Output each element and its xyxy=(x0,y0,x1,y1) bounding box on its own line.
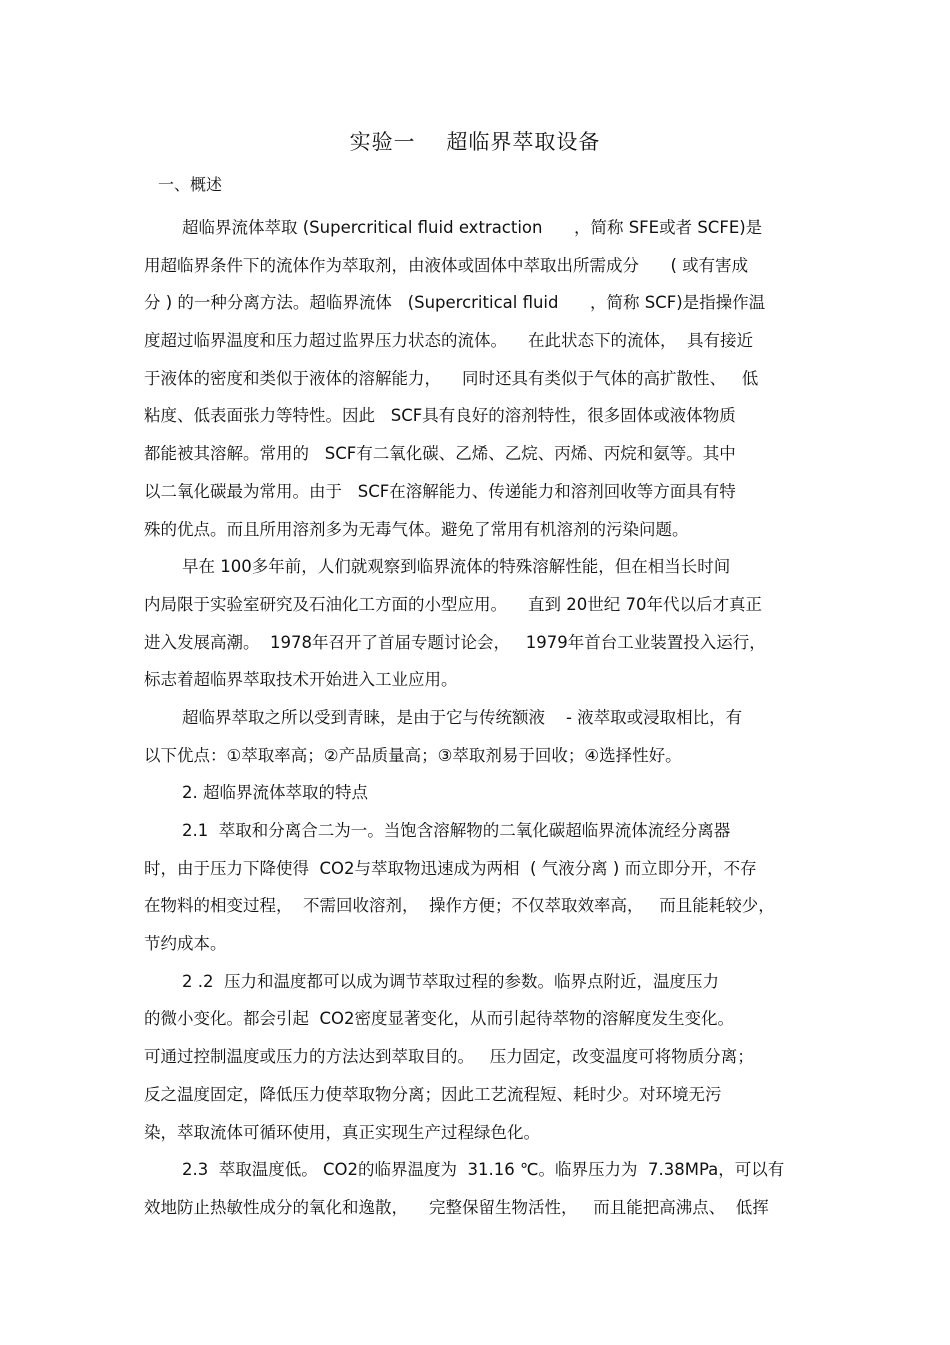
text-line: 的微小变化。都会引起 CO2密度显著变化，从而引起待萃物的溶解度发生变化。 xyxy=(144,1009,734,1029)
text-line: 用超临界条件下的流体作为萃取剂，由液体或固体中萃取出所需成分 ( 或有害成 xyxy=(144,255,749,275)
text-line: 2.1 萃取和分离合二为一。当饱含溶解物的二氧化碳超临界流体流经分离器 xyxy=(182,821,731,840)
text-line: 粘度、低表面张力等特性。因此 SCF具有良好的溶剂特性，很多固体或液体物质 xyxy=(144,406,736,426)
text-line: 进入发展高潮。 1978年召开了首届专题讨论会， 1979年首台工业装置投入运行， xyxy=(144,632,766,652)
text-line: 超临界萃取之所以受到青睐，是由于它与传统额液 - 液萃取或浸取相比，有 xyxy=(182,707,743,727)
text-line: 于液体的密度和类似于液体的溶解能力， 同时还具有类似于气体的高扩散性、 低 xyxy=(144,368,759,388)
text-line: 节约成本。 xyxy=(144,934,227,954)
body-text xyxy=(144,209,808,1227)
text-line: 2 .2 压力和温度都可以成为调节萃取过程的参数。临界点附近，温度压力 xyxy=(182,971,719,991)
text-line: 以二氧化碳最为常用。由于 SCF在溶解能力、传递能力和溶剂回收等方面具有特 xyxy=(144,481,736,501)
text-line: 内局限于实验室研究及石油化工方面的小型应用。 直到 20世纪 70年代以后才真正 xyxy=(144,594,762,614)
text-line: 度超过临界温度和压力超过监界压力状态的流体。 在此状态下的流体， 具有接近 xyxy=(144,331,753,351)
text-line: 染，萃取流体可循环使用，真正实现生产过程绿色化。 xyxy=(144,1122,540,1142)
text-line: 可通过控制温度或压力的方法达到萃取目的。 压力固定，改变温度可将物质分离； xyxy=(144,1047,754,1067)
text-line: 早在 100多年前，人们就观察到临界流体的特殊溶解性能，但在相当长时间 xyxy=(182,557,731,577)
text-line: 时，由于压力下降使得 CO2与萃取物迅速成为两相 ( 气液分离 ) 而立即分开，不存 xyxy=(144,858,757,878)
text-line: 2.3 萃取温度低。 CO2的临界温度为 31.16 ℃。临界压力为 7.38MPa，可以有 xyxy=(182,1160,785,1180)
text-line: 标志着超临界萃取技术开始进入工业应用。 xyxy=(144,670,458,690)
text-line: 效地防止热敏性成分的氧化和逸散， 完整保留生物活性， 而且能把高沸点、 低挥 xyxy=(144,1197,769,1217)
section-heading: 一、概述 xyxy=(158,175,223,194)
text-line: 都能被其溶解。常用的 SCF有二氧化碳、乙烯、乙烷、丙烯、丙烷和氨等。其中 xyxy=(144,444,736,464)
text-line: 以下优点：①萃取率高；②产品质量高；③萃取剂易于回收；④选择性好。 xyxy=(144,745,682,765)
text-line: 2. 超临界流体萃取的特点 xyxy=(182,783,368,803)
text-line: 反之温度固定，降低压力使萃取物分离；因此工艺流程短、耗时少。对环境无污 xyxy=(144,1084,722,1104)
text-line: 殊的优点。而且所用溶剂多为无毒气体。避免了常用有机溶剂的污染问题。 xyxy=(144,519,689,539)
text-line: 超临界流体萃取 (Supercritical fluid extraction ，简称 SFE或者 SCFE)是 xyxy=(182,218,763,237)
text-line: 在物料的相变过程， 不需回收溶剂， 操作方便；不仅萃取效率高， 而且能耗较少， xyxy=(144,896,775,916)
document-title: 实验一 超临界萃取设备 xyxy=(349,130,601,154)
text-line: 分 ) 的一种分离方法。超临界流体 (Supercritical fluid ，简称 SCF)是指操作温 xyxy=(144,293,766,313)
